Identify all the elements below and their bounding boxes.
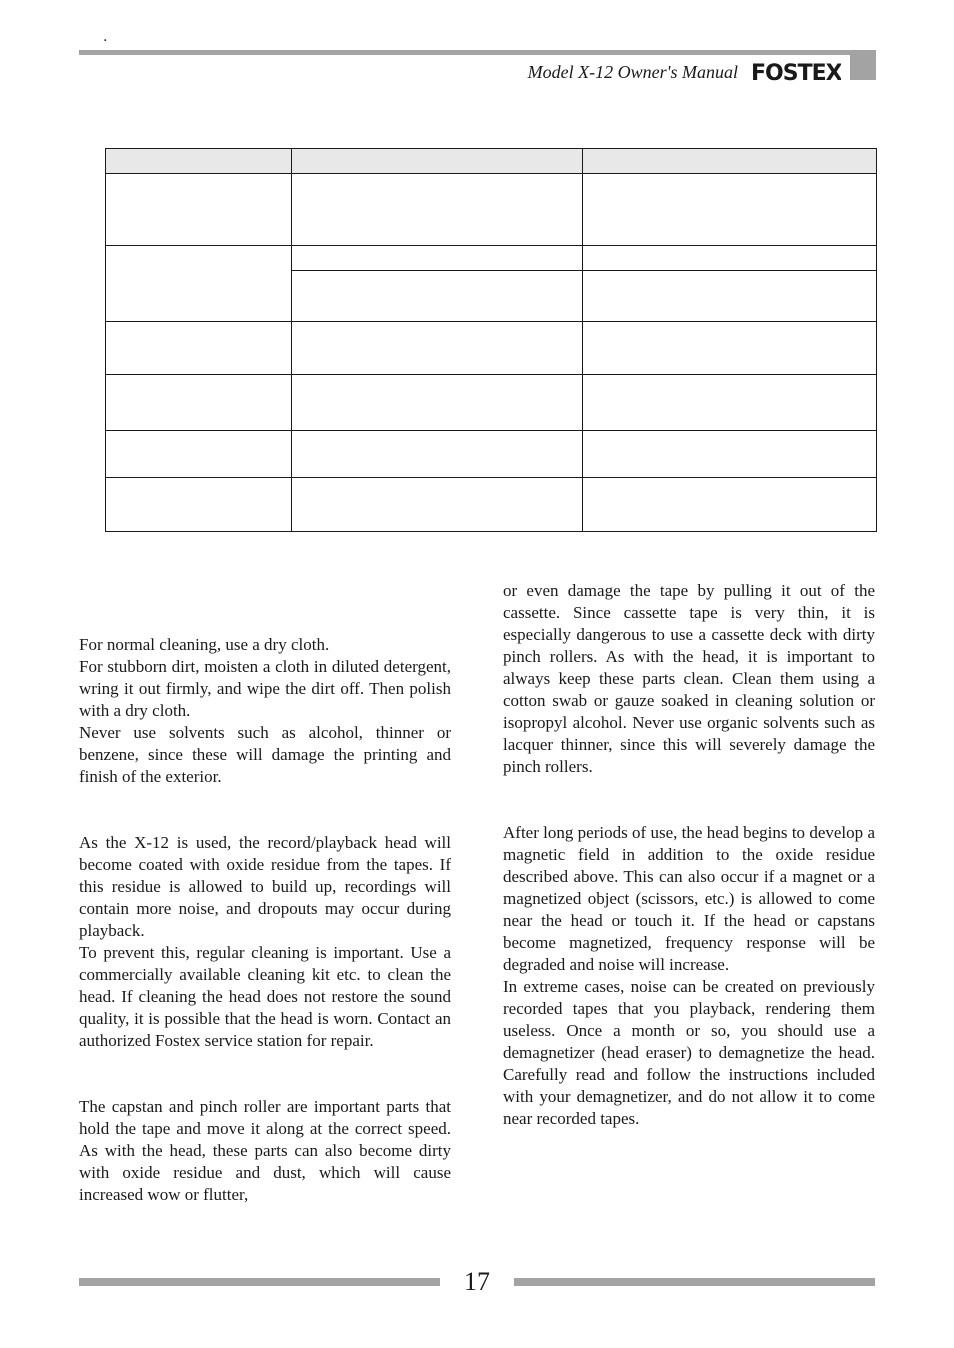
- head-cleaning-section: [79, 832, 451, 1052]
- table-row: [106, 375, 877, 431]
- footer-rule-right: [514, 1278, 875, 1286]
- table-cell: [292, 478, 583, 532]
- table-row: [106, 322, 877, 375]
- table-cell: [583, 246, 877, 271]
- header-rule: [79, 50, 850, 55]
- table-cell: [106, 246, 292, 322]
- fostex-logo: [751, 58, 841, 86]
- manual-title: Model X-12 Owner's Manual: [527, 62, 738, 82]
- table-cell: [292, 431, 583, 478]
- body-paragraph: For normal cleaning, use a dry cloth.: [79, 635, 330, 654]
- body-paragraph: The capstan and pinch roller are important parts that hold the tape and move it along at the correct speed. As with the head, these parts can also become dirty with oxide residue and dust, which will cause increased wow or flutter,: [79, 1097, 451, 1204]
- table-cell: [292, 271, 583, 322]
- table-cell: [583, 431, 877, 478]
- table-cell: [106, 174, 292, 246]
- body-paragraph: To prevent this, regular cleaning is important. Use a commercially available cleaning kit etc. to clean the head. If cleaning the head does not restore the sound quality, it is possible that the head is worn. Contact an authorized Fostex service station for repair.: [79, 943, 451, 1050]
- footer-rule-left: [79, 1278, 440, 1286]
- header-block: [850, 50, 876, 80]
- exterior-cleaning-section: [79, 634, 451, 788]
- capstan-section: [79, 1096, 451, 1206]
- table-cell: [292, 375, 583, 431]
- troubleshooting-table: [105, 148, 877, 532]
- table-row: [106, 174, 877, 246]
- table-header-row: [106, 149, 877, 174]
- table-row: [106, 478, 877, 532]
- table-row: [106, 246, 877, 271]
- body-paragraph: In extreme cases, noise can be created on previously recorded tapes that you playback, rendering them useless. Once a month or so, you should use a demagnetizer (head eraser) to demagnetize the head. Carefully read and follow the instructions included with your demagnetizer, and do not allow it to come near recorded tapes.: [503, 977, 875, 1128]
- table-row: [106, 431, 877, 478]
- table-header-cell: [106, 149, 292, 174]
- body-paragraph: For stubborn dirt, moisten a cloth in diluted detergent, wring it out firmly, and wipe the dirt off. Then polish with a dry cloth.: [79, 657, 451, 720]
- body-paragraph: After long periods of use, the head begins to develop a magnetic field in addition to the oxide residue described above. This can also occur if a magnet or a magnetized object (scissors, etc.) is allowed to come near the head or touch it. If the head or capstans become magnetized, frequency response will be degraded and noise will increase.: [503, 823, 875, 974]
- table-cell: [583, 478, 877, 532]
- table-cell: [292, 174, 583, 246]
- table-header-cell: [583, 149, 877, 174]
- table-cell: [583, 322, 877, 375]
- table-cell: [583, 174, 877, 246]
- fostex-logo-mark: [751, 58, 841, 86]
- body-paragraph: Never use solvents such as alcohol, thinner or benzene, since these will damage the printing and finish of the exterior.: [79, 723, 451, 786]
- table-cell: [106, 431, 292, 478]
- body-paragraph: or even damage the tape by pulling it out of the cassette. Since cassette tape is very thin, it is especially dangerous to use a cassette deck with dirty pinch rollers. As with the head, it is important to always keep these parts clean. Clean them using a cotton swab or gauze soaked in cleaning solution or isopropyl alcohol. Never use organic solvents such as lacquer thinner, since this will severely damage the pinch rollers.: [503, 581, 875, 776]
- demagnetizing-section: [503, 822, 875, 1130]
- page-number: 17: [464, 1267, 490, 1296]
- table-cell: [106, 478, 292, 532]
- body-paragraph: As the X-12 is used, the record/playback head will become coated with oxide residue from the tapes. If this residue is allowed to build up, recordings will contain more noise, and dropouts may occur during playback.: [79, 833, 451, 940]
- table-cell: [292, 246, 583, 271]
- left-column: [79, 634, 451, 1206]
- table-cell: [583, 271, 877, 322]
- table-header-cell: [292, 149, 583, 174]
- fostex-logo-text: FOSTEX: [751, 61, 841, 86]
- right-column: [503, 580, 875, 1130]
- table-cell: [292, 322, 583, 375]
- corner-mark: .: [103, 29, 108, 45]
- table-cell: [106, 322, 292, 375]
- table-cell: [106, 375, 292, 431]
- capstan-section-continued: [503, 580, 875, 778]
- table-cell: [583, 375, 877, 431]
